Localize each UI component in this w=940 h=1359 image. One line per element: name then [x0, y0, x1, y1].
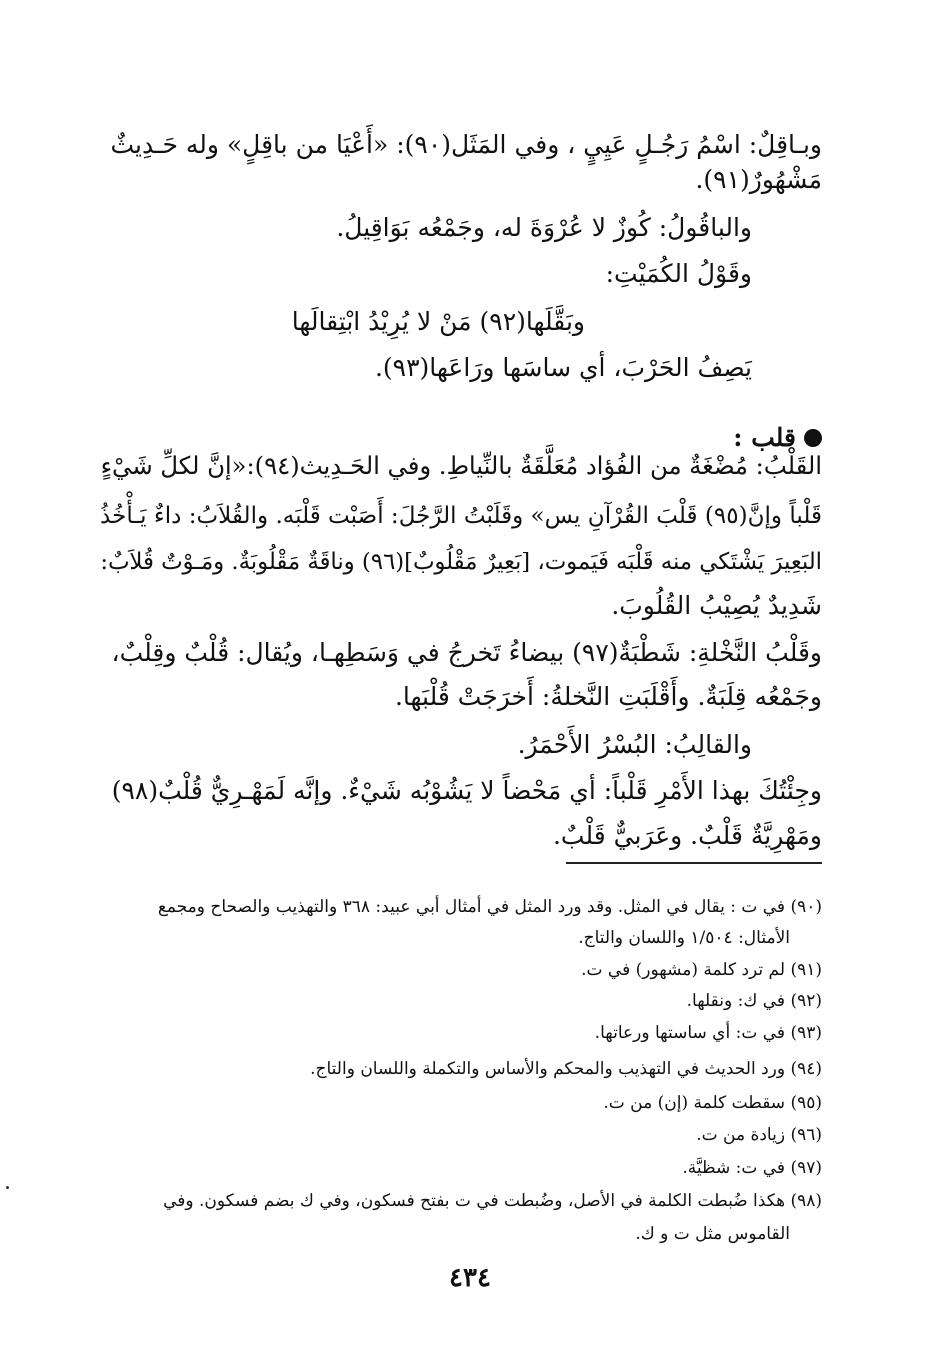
bullet-icon [804, 429, 822, 447]
text-line: شَدِيدٌ يُصِيْبُ القُلُوبَ. [611, 591, 822, 620]
page-number: ٤٣٤ [449, 1263, 491, 1293]
text-line: وقَلْبُ النَّخْلةِ: شَطْبَةٌ(٩٧) بيضاءُ تَخرجُ في وَسَطِهـا، ويُقال: قُلْبٌ وقِلْبٌ، [111, 638, 822, 667]
footnote: (٩٧) في ت: شظيَّة. [682, 1158, 822, 1178]
text-line: قَلْباً وإنَّ(٩٥) قَلْبَ القُرْآنِ يس» وقَلَبْتُ الرَّجُلَ: أَصَبْت قَلْبَه. والقُلاَبُ: داءٌ يَـأْخُذُ [100, 503, 822, 529]
footnote: (٩٢) في ك: ونقلها. [686, 991, 822, 1011]
text-line: وبـاقِلٌ: اسْمُ رَجُـلٍ عَيِيٍ ، وفي المَثَل(٩٠): «أَعْيَا من باقِلٍ» وله حَـدِيثٌ [110, 130, 822, 159]
footnote: (٩٤) ورد الحديث في التهذيب والمحكم والأساس والتكملة واللسان والتاج. [310, 1059, 822, 1079]
text-line: ومَهْرِيَّةٌ قَلْبٌ. وعَرَبيٌّ قَلْبٌ. [552, 821, 822, 850]
text-line: وقَوْلُ الكُمَيْتِ: [605, 259, 752, 288]
footnote: القاموس مثل ت و ك. [635, 1224, 790, 1244]
text-line: يَصِفُ الحَرْبَ، أي ساسَها ورَاعَها(٩٣). [374, 353, 752, 382]
text-line: والباقُولُ: كُوزٌ لا عُرْوَةَ له، وجَمْعُه بَوَاقِيلُ. [336, 213, 752, 242]
footnote: (٩٣) في ت: أي ساستها ورعاتها. [594, 1023, 822, 1043]
scan-speck [6, 1186, 9, 1189]
footnote: (٩١) لم ترد كلمة (مشهور) في ت. [581, 960, 822, 980]
section-header-label: قلب : [733, 423, 796, 452]
footnote: (٩٥) سقطت كلمة (إن) من ت. [603, 1093, 822, 1113]
footnote: (٩٨) هكذا ضُبطت الكلمة في الأصل، وضُبطت في ت بفتح فسكون، وفي ك بضم فسكون. وفي [163, 1191, 822, 1211]
text-line: القَلْبُ: مُضْغَةٌ من الفُؤاد مُعَلَّقَةٌ بالنِّياطِ. وفي الحَـدِيث(٩٤):«إنَّ لكلِّ شَيْءٍ [100, 451, 822, 480]
text-line: وجَمْعُه قِلَبَةٌ. وأَقْلَبَتِ النَّخلةُ: أَخرَجَتْ قُلْبَها. [394, 682, 822, 711]
footnote: (٩٠) في ت : يقال في المثل. وقد ورد المثل في أمثال أبي عبيد: ٣٦٨ والتهذيب والصحاح ومجمع [157, 897, 822, 917]
footnote: الأمثال: ١/٥٠٤ واللسان والتاج. [578, 928, 790, 948]
text-line: مَشْهُورٌ(٩١). [695, 165, 822, 194]
text-line: وجِئْتُكَ بهذا الأَمْرِ قَلْباً: أي مَحْضاً لا يَشُوْبُه شَيْءٌ. وإنَّه لَمَهْـرِيٌّ قُلْبٌ(٩٨) [111, 776, 822, 805]
footnote-divider [566, 862, 822, 864]
verse-line: وبَقَّلَها(٩٢) مَنْ لا يُرِيْدُ ابْتِقالَها [291, 307, 585, 336]
text-line: البَعِيرَ يَشْتَكي منه قَلْبَه فَيَموت، [بَعِيرٌ مَقْلُوبٌ](٩٦) وناقَةٌ مَقْلُوبَةٌ. ومَـوْتٌ قُلاَبٌ: [100, 549, 822, 575]
text-line: والقالِبُ: البُسْرُ الأَحْمَرُ. [517, 730, 752, 759]
footnote: (٩٦) زيادة من ت. [696, 1125, 822, 1145]
